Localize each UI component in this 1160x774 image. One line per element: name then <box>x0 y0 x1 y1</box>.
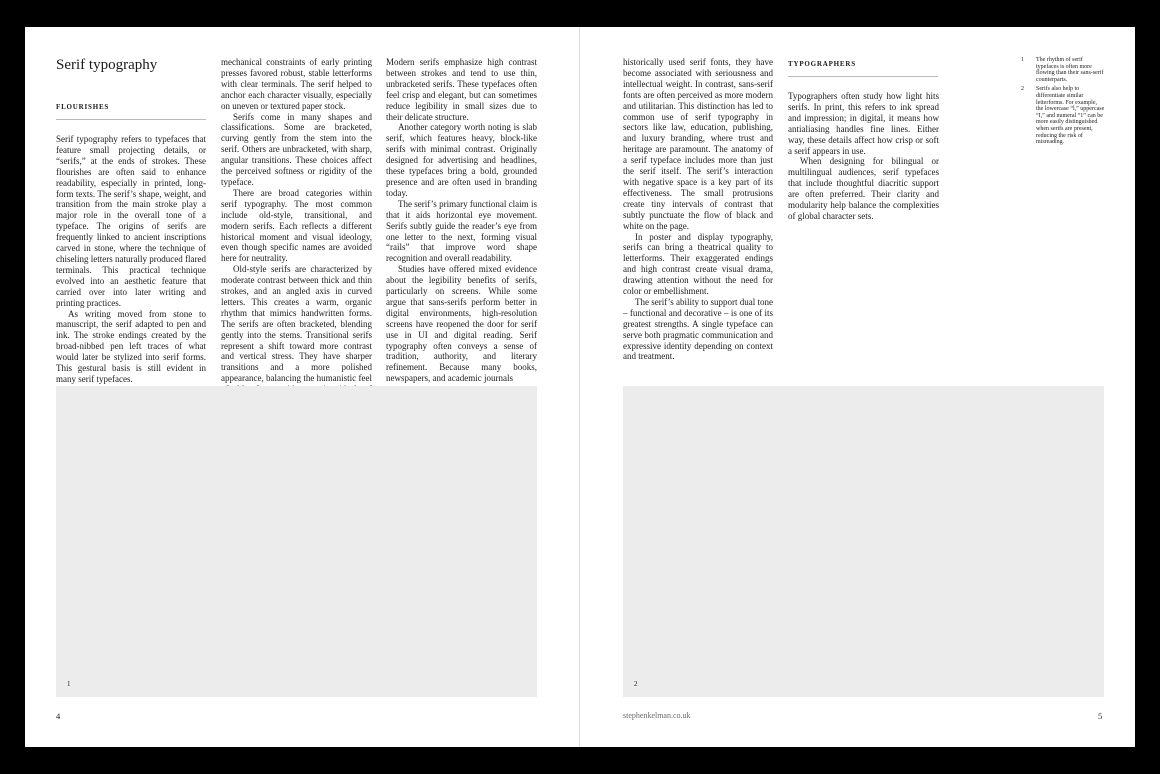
paragraph: As writing moved from stone to manuscript, the serif adapted to pen and ink. The stroke endings created by the broad-nibbed pen left traces of what would later be stylized into serif forms. This gestural basis is still evident in many serif typefaces. <box>56 308 206 384</box>
paragraph: The serif’s ability to support dual tone – functional and decorative – is one of its greatest strengths. A single typeface can serve both pragmatic communication and expressive identity depending on context and treatment. <box>623 296 773 362</box>
page-title: Serif typography <box>56 57 158 73</box>
footnote <box>1021 57 1105 83</box>
image-placeholder-1 <box>56 386 537 697</box>
page-number-right: 5 <box>1098 711 1103 721</box>
footnote-text: Serifs also help to differentiate similar letterforms. For example, the lowercase “l,” uppercase “I,” and numeral “1” can be more easily distinguished when serifs are present, reducing the risk of misreading. <box>1036 86 1105 146</box>
paragraph: historically used serif fonts, they have become associated with seriousness and intellectual weight. In contrast, sans-serif fonts are often perceived as more modern and utilitarian. This distinction has led to common use of serif typography in sectors like law, education, publishing, and luxury branding, where trust and heritage are paramount. The anatomy of a serif typeface includes more than just the serif itself. The serif’s interaction with negative space is a key part of its effectiveness. The small protrusions create tiny intervals of contrast that subtly punctuate the flow of black and white on the page. <box>623 57 773 231</box>
paragraph: Modern serifs emphasize high contrast between strokes and tend to use thin, unbracketed serifs. These typefaces often feel crisp and elegant, but can sometimes reduce legibility in small sizes due to their delicate structure. <box>386 57 537 122</box>
paragraph: Another category worth noting is slab serif, which features heavy, block-like serifs with minimal contrast. Originally designed for advertising and headlines, these typefaces bring a bold, grounded presence and are often used in branding today. <box>386 122 537 198</box>
image-number: 1 <box>67 680 71 688</box>
section-heading-typographers: TYPOGRAPHERS <box>788 60 856 68</box>
footnote-number: 1 <box>1021 57 1024 63</box>
image-placeholder-2 <box>623 386 1104 697</box>
paragraph: Studies have offered mixed evidence about the legibility benefits of serifs, particularly on screens. While some argue that sans-serifs perform better in digital environments, high-resolution screens have reopened the door for serif use in UI and digital reading. Serif typography often conveys a sense of tradition, authority, and literary refinement. Because many books, newspapers, and academic journals <box>386 264 537 384</box>
paragraph: There are broad categories within serif typography. The most common include old-style, transitional, and modern serifs. Each reflects a different historical moment and visual ideology, even though specific names are avoided here for neutrality. <box>221 187 372 264</box>
gutter-divider <box>579 27 580 747</box>
section-rule <box>788 76 938 77</box>
section-heading-flourishes: FLOURISHES <box>56 103 110 111</box>
text-column-1 <box>56 134 206 407</box>
paragraph: When designing for bilingual or multilingual audiences, serif typefaces that include thoughtful diacritic support are often preferred. Their clarity and modularity help balance the complexities of global character sets. <box>788 156 939 221</box>
paragraph: In poster and display typography, serifs can bring a theatrical quality to letterforms. Their exaggerated endings and high contrast create visual drama, drawing attention without the need for color or embellishment. <box>623 231 773 297</box>
text-column-2 <box>221 57 372 406</box>
website-link[interactable]: stephenkelman.co.uk <box>623 711 691 720</box>
page-number-left: 4 <box>56 711 61 721</box>
paragraph: mechanical constraints of early printing presses favored robust, stable letterforms with clear terminals. The serif helped to anchor each character visually, especially on uneven or textured paper stock. <box>221 57 372 111</box>
footnote-number: 2 <box>1021 86 1024 93</box>
paragraph: Serif typography refers to typefaces that feature small projecting details, or “serifs,” at the ends of strokes. These flourishes are often said to enhance readability, especially in printed, long-form texts. The serif’s shape, weight, and transition from the main stroke play a major role in the overall tone of a typeface. The origins of serifs are frequently linked to ancient inscriptions carved in stone, where the technique of chiseling letters naturally produced flared terminals. This practical technique evolved into an aesthetic feature that carried over into later writing and printing practices. <box>56 134 206 308</box>
paragraph: Serifs come in many shapes and classifications. Some are bracketed, curving gently from the stem into the serif. Others are unbracketed, with sharp, angular transitions. These choices affect the perceived softness or rigidity of the typeface. <box>221 111 372 187</box>
footnote <box>1021 86 1105 145</box>
footnotes <box>1021 57 1105 149</box>
text-column-4 <box>623 57 773 362</box>
paragraph: Typographers often study how light hits serifs. In print, this refers to ink spread and impression; in digital, it means how antialiasing handles fine lines. Either way, these details affect how crisp or soft a serif appears in use. <box>788 91 939 156</box>
text-column-3 <box>386 57 537 384</box>
footnote-text: The rhythm of serif typefaces is often more flowing than their sans-serif counterparts. <box>1036 57 1104 83</box>
paragraph: The serif’s primary functional claim is that it aids horizontal eye movement. Serifs subtly guide the reader’s eye from one letter to the next, forming visual “rails” that improve word shape recognition and overall readability. <box>386 198 537 264</box>
book-spread <box>25 27 1135 747</box>
text-column-5 <box>788 91 939 222</box>
image-number: 2 <box>634 680 638 688</box>
paragraph: Old-style serifs are characterized by moderate contrast between thick and thin strokes, and an angled axis in curved letters. This creates a warm, organic rhythm that mimics handwritten forms. The serifs are often bracketed, blending gently into the stems. Transitional serifs represent a shift toward more contrast and vertical stress. They have sharper transitions and a more polished appearance, balancing the humanistic feel <box>221 264 372 384</box>
section-rule <box>56 119 206 120</box>
